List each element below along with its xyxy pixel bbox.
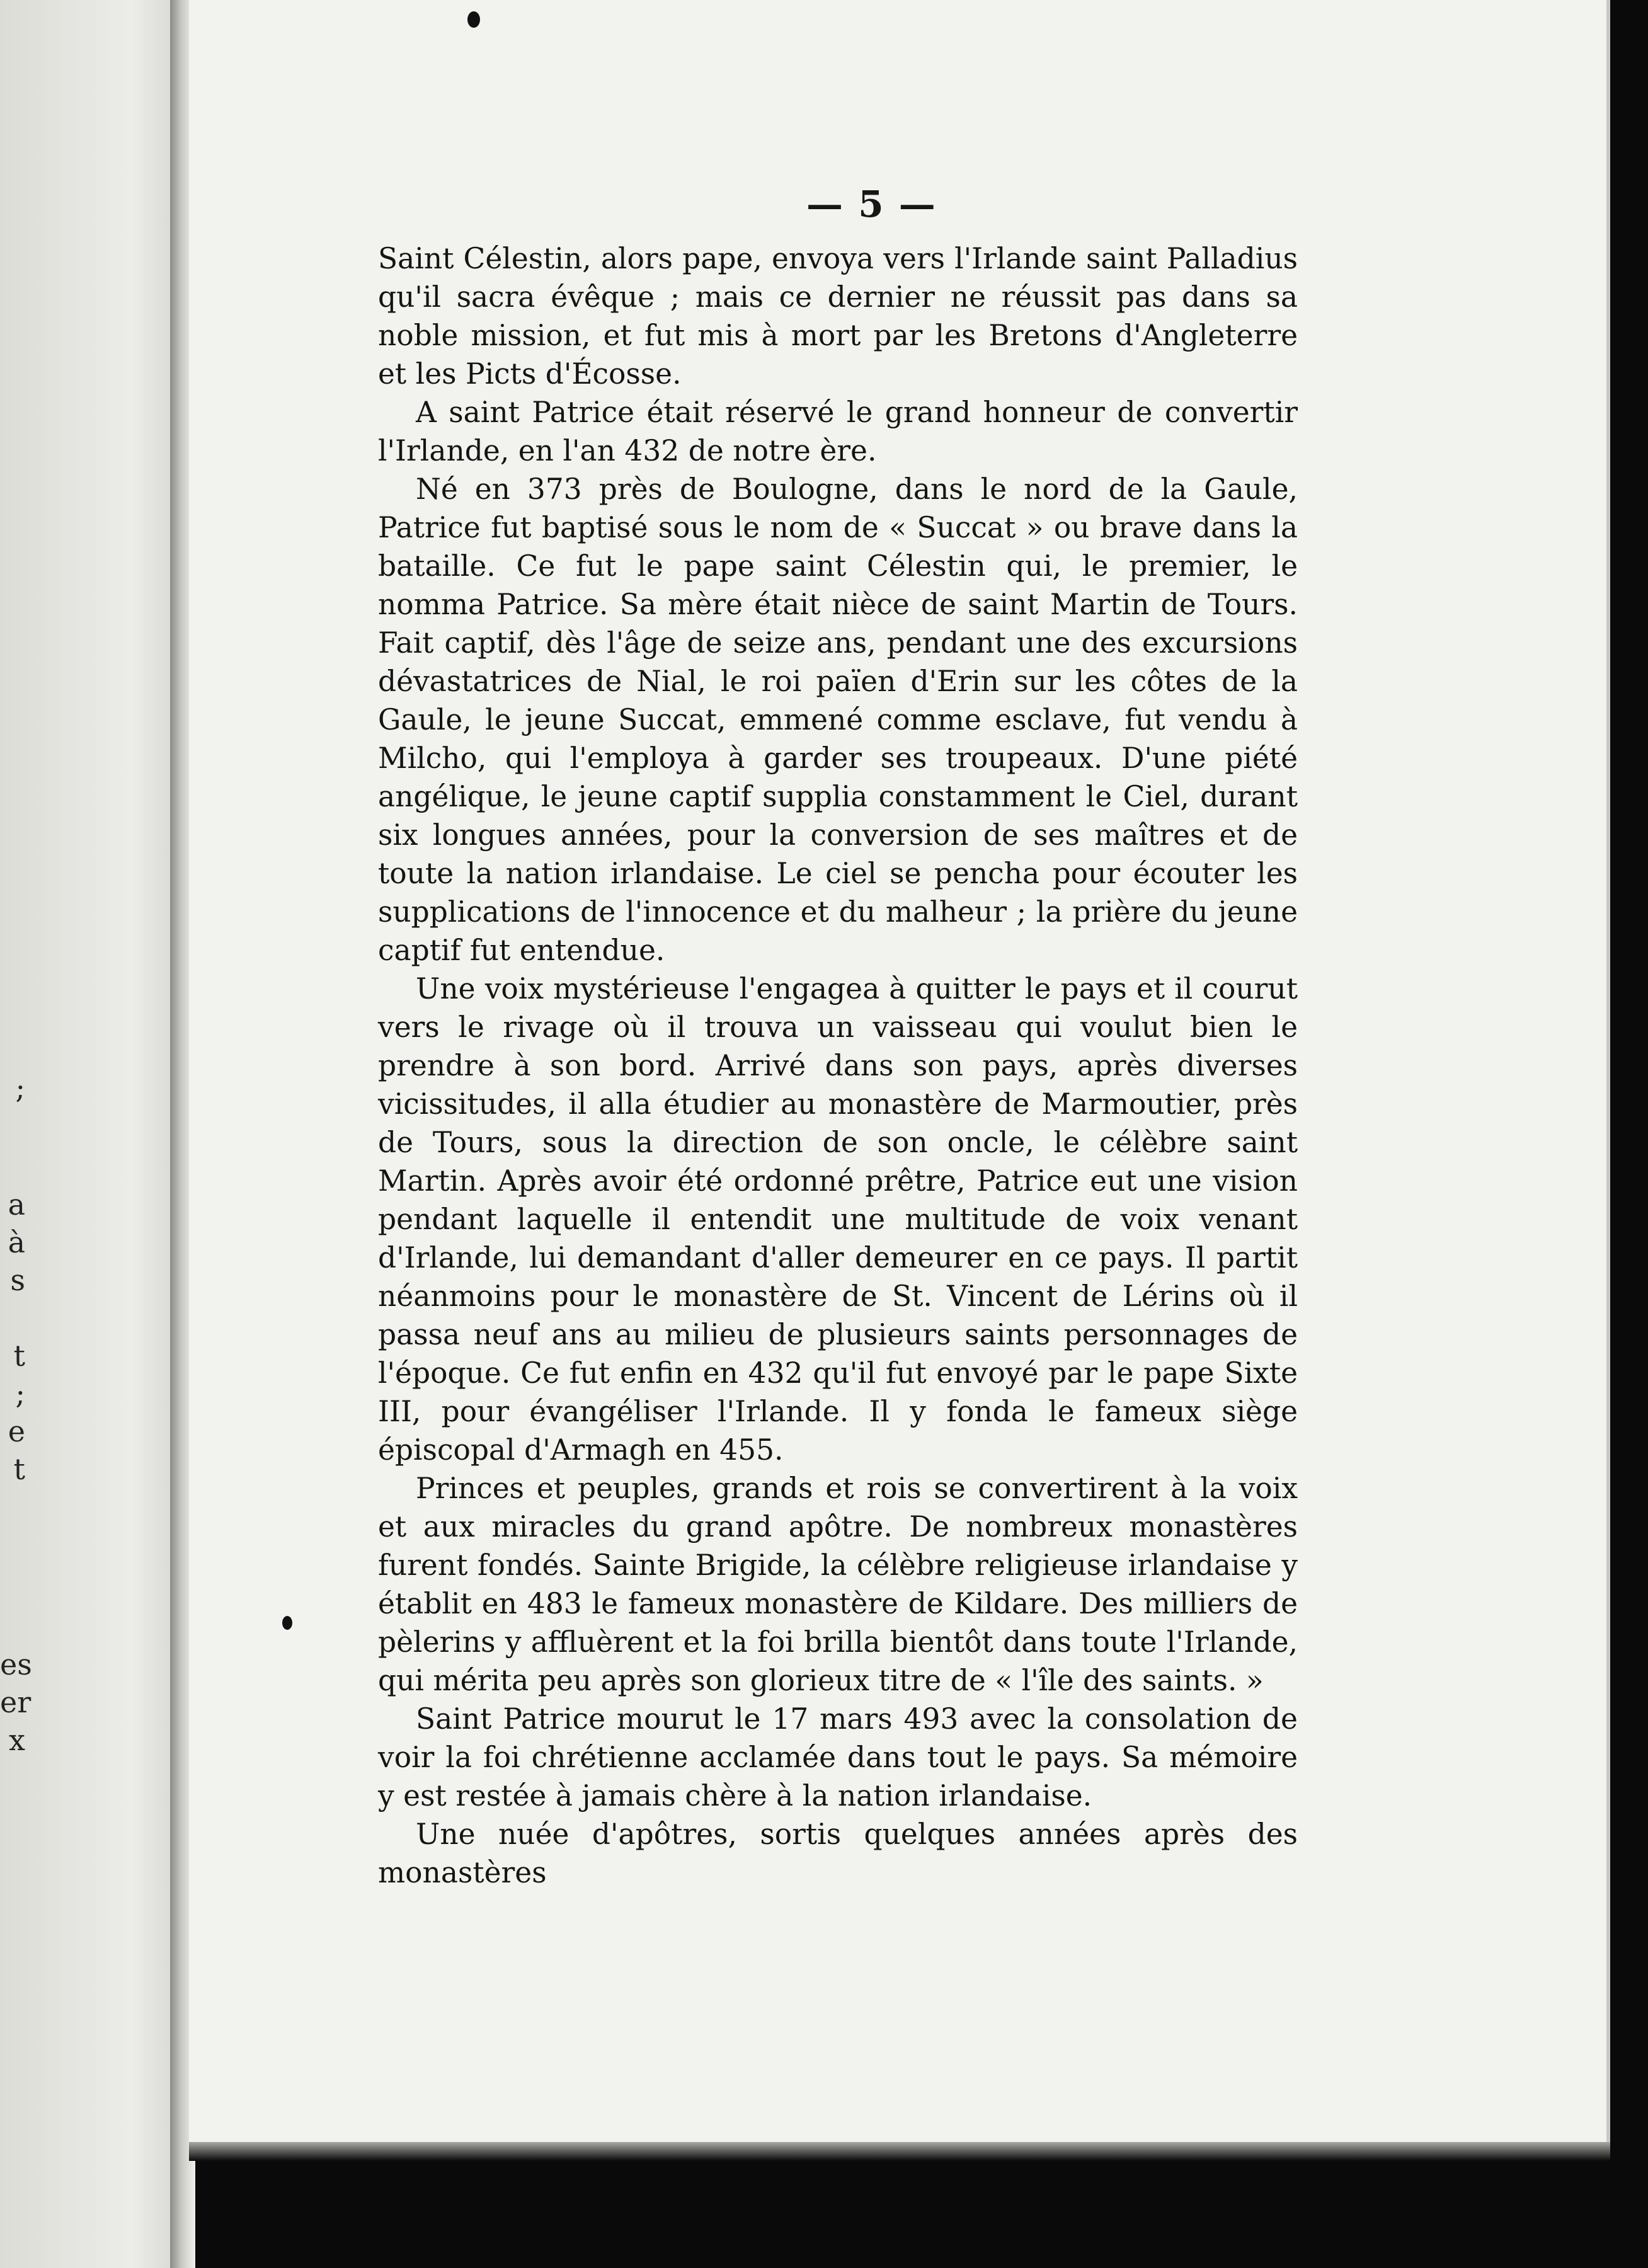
- paragraph: Une nuée d'apôtres, sortis quelques années après des monastères: [378, 1818, 1298, 1889]
- left-page-fragment: ;: [15, 1071, 25, 1105]
- paragraph: Une voix mystérieuse l'engagea à quitter le pays et il courut vers le rivage où il trouva un vaisseau qui voulut bien le prendre à son bord. Arrivé dans son pays, après diverses vicissitudes, il alla étudier au monastère de Marmoutier, près de Tours, sous la direction de son oncle, le célèbre saint Martin. Après avoir été ordonné prêtre, Patrice eut une vision pendant laquelle il entendit une multitude de voix venant d'Irlande, lui demandant d'aller demeurer en ce pays. Il partit néanmoins pour le monastère de St. Vincent de Lérins où il passa neuf ans au milieu de plusieurs saints personnages de l'époque. Ce fut enfin en 432 qu'il fut envoyé par le pape Sixte III, pour évangéliser l'Irlande. Il y fonda le fameux siège épiscopal d'Armagh en 455.: [378, 972, 1298, 1467]
- paragraph: A saint Patrice était réservé le grand honneur de convertir l'Irlande, en l'an 432 de notre ère.: [378, 396, 1298, 467]
- paragraph: Saint Patrice mourut le 17 mars 493 avec la consolation de voir la foi chrétienne acclamée dans tout le pays. Sa mémoire y est restée à jamais chère à la nation irlandaise.: [378, 1702, 1298, 1813]
- paragraph: Princes et peuples, grands et rois se convertirent à la voix et aux miracles du grand apôtre. De nombreux monastères furent fondés. Sainte Brigide, la célèbre religieuse irlandaise y établit en 483 le fameux monastère de Kildare. Des milliers de pèlerins y affluèrent et la foi brilla bientôt dans toute l'Irlande, qui mérita peu après son glorieux titre de « l'île des saints. »: [378, 1472, 1298, 1697]
- left-page-fragment: x: [9, 1723, 25, 1757]
- left-page-fragment: à: [8, 1225, 25, 1259]
- left-page-edge: [0, 0, 189, 2268]
- ink-speck: [282, 1616, 292, 1630]
- left-page-fragment: t: [13, 1339, 25, 1373]
- paragraph: Né en 373 près de Boulogne, dans le nord de la Gaule, Patrice fut baptisé sous le nom de « Succat » ou brave dans la bataille. Ce fut le pape saint Célestin qui, le premier, le nomma Patrice. Sa mère était nièce de saint Martin de Tours. Fait captif, dès l'âge de seize ans, pendant une des excursions dévastatrices de Nial, le roi païen d'Erin sur les côtes de la Gaule, le jeune Succat, emmené comme esclave, fut vendu à Milcho, qui l'employa à garder ses troupeaux. D'une piété angélique, le jeune captif supplia constamment le Ciel, durant six longues années, pour la conversion de ses maîtres et de toute la nation irlandaise. Le ciel se pencha pour écouter les supplications de l'innocence et du malheur ; la prière du jeune captif fut entendue.: [378, 472, 1298, 967]
- ink-speck: [467, 11, 480, 28]
- left-page-fragment: a: [8, 1188, 25, 1222]
- left-page-fragment: e: [8, 1414, 25, 1448]
- left-page-fragment: es: [0, 1647, 32, 1681]
- page-number: — 5 —: [806, 183, 937, 226]
- paragraph: Saint Célestin, alors pape, envoya vers l'Irlande saint Palladius qu'il sacra évêque ; mais ce dernier ne réussit pas dans sa noble mission, et fut mis à mort par les Bretons d'Angleterre et les Picts d'Écosse.: [378, 242, 1298, 391]
- left-page-fragment: er: [0, 1685, 31, 1719]
- left-page-fragment: t: [13, 1452, 25, 1486]
- page-body: [378, 239, 1298, 1892]
- page-bottom-shadow: [189, 2142, 1610, 2161]
- left-page-fragment: s: [10, 1263, 25, 1297]
- left-page-fragment: ;: [15, 1377, 25, 1411]
